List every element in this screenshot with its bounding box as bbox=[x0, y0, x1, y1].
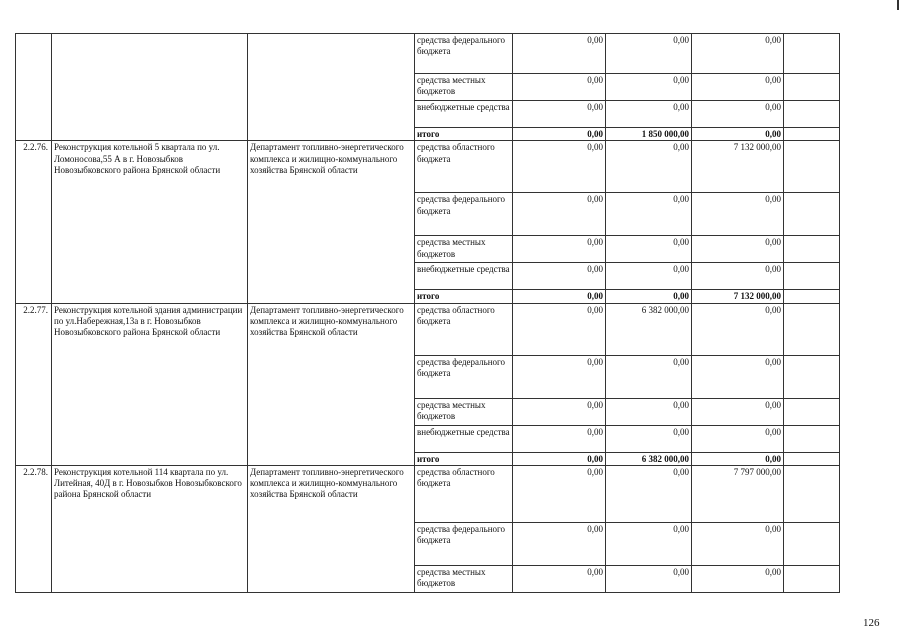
amount-cell-2: 0,00 bbox=[606, 465, 692, 522]
amount-cell-4 bbox=[784, 303, 840, 355]
amount-cell-2: 6 382 000,00 bbox=[606, 303, 692, 355]
amount-cell-1: 0,00 bbox=[513, 303, 606, 355]
source-cell: средства областного бюджета bbox=[415, 465, 513, 522]
amount-cell-1: 0,00 bbox=[513, 263, 606, 290]
amount-cell-4 bbox=[784, 101, 840, 128]
executor-cell: Департамент топливно-энергетического комплекса и жилищно-коммунального хозяйства Брянской области bbox=[248, 303, 415, 465]
amount-cell-2: 0,00 bbox=[606, 355, 692, 398]
amount-cell-4 bbox=[784, 236, 840, 263]
source-cell: средства местных бюджетов bbox=[415, 74, 513, 101]
amount-cell-1: 0,00 bbox=[513, 522, 606, 565]
amount-cell-1: 0,00 bbox=[513, 74, 606, 101]
amount-cell-3: 0,00 bbox=[692, 303, 784, 355]
amount-cell-1: 0,00 bbox=[513, 236, 606, 263]
amount-cell-4 bbox=[784, 398, 840, 425]
source-cell: средства местных бюджетов bbox=[415, 565, 513, 592]
amount-cell-4 bbox=[784, 34, 840, 74]
name-cell bbox=[52, 34, 248, 141]
table-body bbox=[16, 34, 840, 593]
amount-cell-2: 0,00 bbox=[606, 565, 692, 592]
amount-cell-2: 0,00 bbox=[606, 236, 692, 263]
amount-cell-4 bbox=[784, 452, 840, 465]
source-cell: внебюджетные средства bbox=[415, 425, 513, 452]
executor-cell: Департамент топливно-энергетического комплекса и жилищно-коммунального хозяйства Брянской области bbox=[248, 465, 415, 592]
source-cell: внебюджетные средства bbox=[415, 101, 513, 128]
program-funding-table bbox=[15, 33, 840, 593]
table-row bbox=[16, 303, 840, 355]
amount-cell-4 bbox=[784, 425, 840, 452]
table-row bbox=[16, 141, 840, 193]
amount-cell-4 bbox=[784, 465, 840, 522]
name-cell: Реконструкция котельной 5 квартала по ул. Ломоносова,55 А в г. Новозыбков Новозыбковского района Брянской области bbox=[52, 141, 248, 303]
executor-cell: Департамент топливно-энергетического комплекса и жилищно-коммунального хозяйства Брянской области bbox=[248, 141, 415, 303]
amount-cell-4 bbox=[784, 141, 840, 193]
amount-cell-2: 0,00 bbox=[606, 290, 692, 303]
amount-cell-2: 6 382 000,00 bbox=[606, 452, 692, 465]
amount-cell-4 bbox=[784, 290, 840, 303]
amount-cell-2: 0,00 bbox=[606, 398, 692, 425]
amount-cell-1: 0,00 bbox=[513, 425, 606, 452]
source-cell: средства федерального бюджета bbox=[415, 355, 513, 398]
amount-cell-1: 0,00 bbox=[513, 465, 606, 522]
amount-cell-2: 0,00 bbox=[606, 263, 692, 290]
amount-cell-2: 0,00 bbox=[606, 34, 692, 74]
amount-cell-4 bbox=[784, 74, 840, 101]
amount-cell-2: 0,00 bbox=[606, 425, 692, 452]
amount-cell-2: 1 850 000,00 bbox=[606, 128, 692, 141]
source-cell: средства областного бюджета bbox=[415, 303, 513, 355]
amount-cell-4 bbox=[784, 565, 840, 592]
amount-cell-2: 0,00 bbox=[606, 101, 692, 128]
amount-cell-1: 0,00 bbox=[513, 193, 606, 236]
name-cell: Реконструкция котельной здания администрации по ул.Набережная,13а в г. Новозыбков Новозыбковского района Брянской области bbox=[52, 303, 248, 465]
amount-cell-3: 7 797 000,00 bbox=[692, 465, 784, 522]
source-cell: итого bbox=[415, 128, 513, 141]
amount-cell-4 bbox=[784, 522, 840, 565]
code-cell: 2.2.76. bbox=[16, 141, 52, 303]
amount-cell-2: 0,00 bbox=[606, 193, 692, 236]
source-cell: средства федерального бюджета bbox=[415, 522, 513, 565]
amount-cell-3: 7 132 000,00 bbox=[692, 141, 784, 193]
amount-cell-3: 0,00 bbox=[692, 193, 784, 236]
amount-cell-1: 0,00 bbox=[513, 34, 606, 74]
amount-cell-3: 0,00 bbox=[692, 425, 784, 452]
amount-cell-1: 0,00 bbox=[513, 355, 606, 398]
amount-cell-3: 0,00 bbox=[692, 522, 784, 565]
code-cell: 2.2.77. bbox=[16, 303, 52, 465]
scan-margin-mark bbox=[897, 0, 899, 10]
amount-cell-3: 0,00 bbox=[692, 74, 784, 101]
source-cell: средства федерального бюджета bbox=[415, 193, 513, 236]
amount-cell-4 bbox=[784, 355, 840, 398]
table-row bbox=[16, 34, 840, 74]
amount-cell-1: 0,00 bbox=[513, 565, 606, 592]
amount-cell-2: 0,00 bbox=[606, 74, 692, 101]
amount-cell-1: 0,00 bbox=[513, 398, 606, 425]
amount-cell-4 bbox=[784, 193, 840, 236]
source-cell: средства местных бюджетов bbox=[415, 236, 513, 263]
source-cell: средства федерального бюджета bbox=[415, 34, 513, 74]
source-cell: средства областного бюджета bbox=[415, 141, 513, 193]
table-row bbox=[16, 465, 840, 522]
amount-cell-3: 0,00 bbox=[692, 101, 784, 128]
amount-cell-1: 0,00 bbox=[513, 141, 606, 193]
amount-cell-4 bbox=[784, 128, 840, 141]
amount-cell-4 bbox=[784, 263, 840, 290]
amount-cell-2: 0,00 bbox=[606, 522, 692, 565]
amount-cell-1: 0,00 bbox=[513, 290, 606, 303]
amount-cell-3: 7 132 000,00 bbox=[692, 290, 784, 303]
amount-cell-3: 0,00 bbox=[692, 263, 784, 290]
executor-cell bbox=[248, 34, 415, 141]
amount-cell-3: 0,00 bbox=[692, 128, 784, 141]
source-cell: средства местных бюджетов bbox=[415, 398, 513, 425]
amount-cell-1: 0,00 bbox=[513, 452, 606, 465]
code-cell: 2.2.78. bbox=[16, 465, 52, 592]
amount-cell-1: 0,00 bbox=[513, 128, 606, 141]
amount-cell-3: 0,00 bbox=[692, 398, 784, 425]
code-cell bbox=[16, 34, 52, 141]
source-cell: итого bbox=[415, 452, 513, 465]
amount-cell-3: 0,00 bbox=[692, 236, 784, 263]
page-number: 126 bbox=[863, 617, 880, 629]
amount-cell-3: 0,00 bbox=[692, 34, 784, 74]
source-cell: итого bbox=[415, 290, 513, 303]
amount-cell-3: 0,00 bbox=[692, 355, 784, 398]
amount-cell-3: 0,00 bbox=[692, 452, 784, 465]
source-cell: внебюджетные средства bbox=[415, 263, 513, 290]
amount-cell-2: 0,00 bbox=[606, 141, 692, 193]
amount-cell-1: 0,00 bbox=[513, 101, 606, 128]
name-cell: Реконструкция котельной 114 квартала по ул. Литейная, 40Д в г. Новозыбков Новозыбковского района Брянской области bbox=[52, 465, 248, 592]
amount-cell-3: 0,00 bbox=[692, 565, 784, 592]
